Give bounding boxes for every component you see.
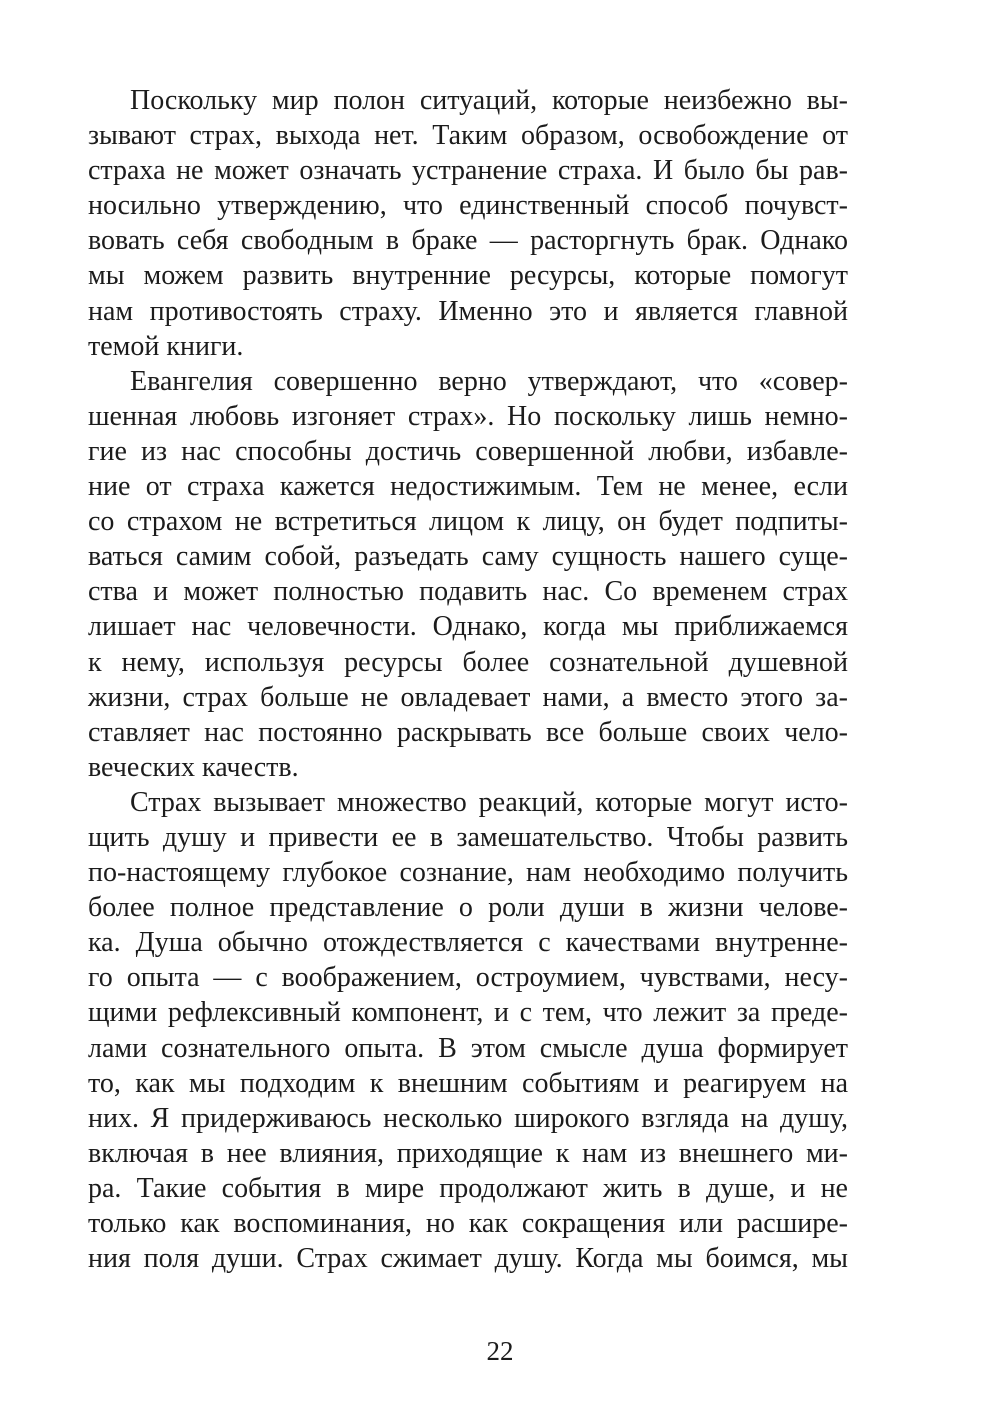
text-line: к нему, используя ресурсы более сознательной душевной (88, 646, 848, 678)
text-line: мы можем развить внутренние ресурсы, которые помогут (88, 260, 848, 292)
text-line: ка. Душа обычно отождествляется с качествами внутренне- (88, 927, 848, 959)
page-number: 22 (486, 1336, 514, 1366)
text-line: носильно утверждению, что единственный способ почувст- (88, 190, 848, 222)
text-line: только как воспоминания, но как сокращения или расшире- (88, 1208, 848, 1239)
body-text (88, 83, 848, 1276)
text-line: жизни, страх больше не овладевает нами, а вместо этого за- (88, 681, 848, 713)
text-line: шенная любовь изгоняет страх». Но поскольку лишь немно- (88, 400, 848, 432)
text-line: ваться самим собой, разъедать саму сущность нашего суще- (88, 541, 848, 573)
text-line: ния поля души. Страх сжимает душу. Когда мы боимся, мы (88, 1243, 848, 1275)
text-line: вовать себя свободным в браке — расторгнуть брак. Однако (88, 225, 848, 257)
text-line: щить душу и привести ее в замешательство. Чтобы развить (88, 821, 848, 853)
text-line: них. Я придерживаюсь несколько широкого взгляда на душу, (88, 1102, 848, 1134)
text-line: включая в нее влияния, приходящие к нам из внешнего ми- (88, 1137, 848, 1169)
text-line: ства и может полностью подавить нас. Со временем страх (88, 576, 848, 608)
text-line: со страхом не встретиться лицом к лицу, он будет подпиты- (88, 506, 848, 538)
text-line: зывают страх, выхода нет. Таким образом, освобождение от (88, 120, 848, 152)
text-line: гие из нас способны достичь совершенной любви, избавле- (88, 435, 848, 467)
text-line: го опыта — с воображением, остроумием, чувствами, несу- (88, 962, 848, 994)
text-line: ставляет нас постоянно раскрывать все больше своих чело- (88, 716, 848, 748)
text-line: Евангелия совершенно верно утверждают, что «совер- (130, 365, 848, 397)
text-line: щими рефлексивный компонент, и с тем, что лежит за преде- (88, 997, 848, 1029)
text-line: страха не может означать устранение страха. И было бы рав- (88, 155, 848, 187)
text-line: лами сознательного опыта. В этом смысле душа формирует (88, 1032, 848, 1064)
text-line: ра. Такие события в мире продолжают жить в душе, и не (88, 1172, 848, 1204)
text-line: ние от страха кажется недостижимым. Тем не менее, если (88, 471, 848, 503)
text-line: темой книги. (88, 330, 244, 362)
text-line: более полное представление о роли души в жизни челове- (88, 892, 848, 924)
text-line: нам противостоять страху. Именно это и является главной (88, 295, 848, 327)
text-line: Поскольку мир полон ситуаций, которые неизбежно вы- (130, 85, 848, 116)
text-line: то, как мы подходим к внешним событиям и реагируем на (88, 1067, 848, 1099)
text-line: веческих качеств. (88, 751, 299, 783)
text-line: по-настоящему глубокое сознание, нам необходимо получить (88, 857, 848, 889)
text-line: лишает нас человечности. Однако, когда мы приближаемся (88, 611, 848, 643)
text-line: Страх вызывает множество реакций, которые могут исто- (130, 786, 848, 818)
